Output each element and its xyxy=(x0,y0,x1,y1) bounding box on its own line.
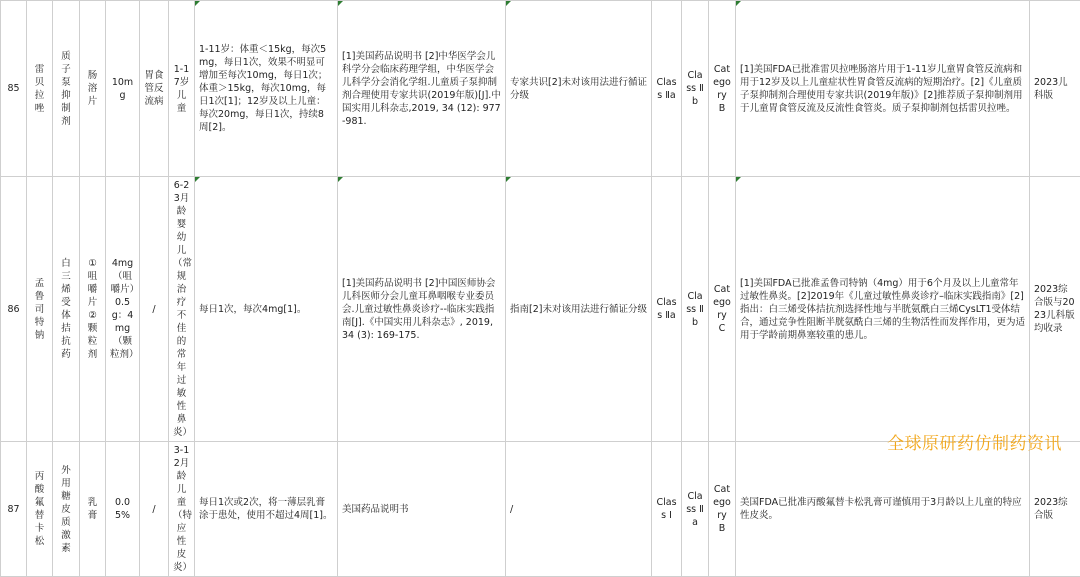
notes: 美国FDA已批准丙酸氟替卡松乳膏可谨慎用于3月龄以上儿童的特应性皮炎。 xyxy=(736,442,1030,577)
watermark: 全球原研药仿制药资讯 xyxy=(887,429,1062,454)
references: [1]美国药品说明书 [2]中国医师协会儿科医师分会儿童耳鼻咽喉专业委员会.儿童过敏性鼻炎诊疗--临床实践指南[J].《中国实用儿科杂志》, 2019, 34 (3): 169-175. xyxy=(338,177,506,442)
category-rating: Category B xyxy=(709,442,736,577)
class-rating-b: Class Ⅱa xyxy=(682,442,709,577)
table-row xyxy=(1,1,1080,177)
drug-name: 孟鲁司特钠 xyxy=(27,177,53,442)
age-group: 6-23月龄婴幼儿（常规治疗不佳的常年过敏性鼻炎） xyxy=(169,177,195,442)
references: 美国药品说明书 xyxy=(338,442,506,577)
indication: / xyxy=(140,442,169,577)
row-number: 85 xyxy=(1,1,27,177)
class-rating-a: Class Ⅱa xyxy=(652,1,682,177)
evidence-source: / xyxy=(506,442,652,577)
class-rating-a: Class Ⅱa xyxy=(652,177,682,442)
evidence-source: 专家共识[2]未对该用法进行循证分级 xyxy=(506,1,652,177)
drug-name: 丙酸氟替卡松 xyxy=(27,442,53,577)
age-group: 3-12月龄儿童（特应性皮炎） xyxy=(169,442,195,577)
class-rating-a: Class Ⅰ xyxy=(652,442,682,577)
age-group: 1-17岁儿童 xyxy=(169,1,195,177)
evidence-source: 指南[2]未对该用法进行循证分级 xyxy=(506,177,652,442)
drug-category: 白三烯受体拮抗药 xyxy=(53,177,80,442)
indication: 胃食管反流病 xyxy=(140,1,169,177)
specification: 4mg（咀嚼片）0.5g：4mg（颗粒剂） xyxy=(106,177,140,442)
drug-category: 质子泵抑制剂 xyxy=(53,1,80,177)
dosage-form: ①咀嚼片 ②颗粒剂 xyxy=(80,177,106,442)
class-rating-b: Class Ⅱb xyxy=(682,177,709,442)
dosage-text: 1-11岁：体重＜15kg，每次5mg，每日1次，效果不明显可增加至每次10mg，每日1次；体重＞15kg，每次10mg，每日1次[1]；12岁及以上儿童：每次20mg，每日1次，持续8周[2]。 xyxy=(195,1,338,177)
specification: 10mg xyxy=(106,1,140,177)
table-row xyxy=(1,177,1080,442)
indication: / xyxy=(140,177,169,442)
dosage-text: 每日1次，每次4mg[1]。 xyxy=(195,177,338,442)
references: [1]美国药品说明书 [2]中华医学会儿科学分会临床药理学组，中华医学会儿科学分会消化学组.儿童质子泵抑制剂合理使用专家共识(2019年版)[J].中国实用儿科杂志,2019, 34 (12): 977-981. xyxy=(338,1,506,177)
version: 2023综合版与2023儿科版均收录 xyxy=(1030,177,1080,442)
category-rating: Category B xyxy=(709,1,736,177)
drug-category: 外用糖皮质激素 xyxy=(53,442,80,577)
dosage-text: 每日1次或2次，将一薄层乳膏涂于患处，使用不超过4周[1]。 xyxy=(195,442,338,577)
class-rating-b: Class Ⅱb xyxy=(682,1,709,177)
row-number: 86 xyxy=(1,177,27,442)
notes: [1]美国FDA已批准雷贝拉唑肠溶片用于1-11岁儿童胃食管反流病和用于12岁及以上儿童症状性胃食管反流病的短期治疗。[2]《儿童质子泵抑制剂合理使用专家共识(2019年版)》[2]推荐质子泵抑制剂用于儿童胃食管反流及反流性食管炎。质子泵抑制剂包括雷贝拉唑。 xyxy=(736,1,1030,177)
dosage-form: 肠溶片 xyxy=(80,1,106,177)
drug-name: 雷贝拉唑 xyxy=(27,1,53,177)
category-rating: Category C xyxy=(709,177,736,442)
dosage-form: 乳膏 xyxy=(80,442,106,577)
version: 2023儿科版 xyxy=(1030,1,1080,177)
specification: 0.05% xyxy=(106,442,140,577)
row-number: 87 xyxy=(1,442,27,577)
version: 2023综合版 xyxy=(1030,442,1080,577)
notes: [1]美国FDA已批准孟鲁司特钠（4mg）用于6个月及以上儿童常年过敏性鼻炎。[2]2019年《儿童过敏性鼻炎诊疗–临床实践指南》[2]指出：白三烯受体拮抗剂选择性地与半胱氨酰白三烯CysLT1受体结合，通过竞争性阻断半胱氨酰白三烯的生物活性而发挥作用，更为适用于学龄前期鼻塞较重的患儿。 xyxy=(736,177,1030,442)
